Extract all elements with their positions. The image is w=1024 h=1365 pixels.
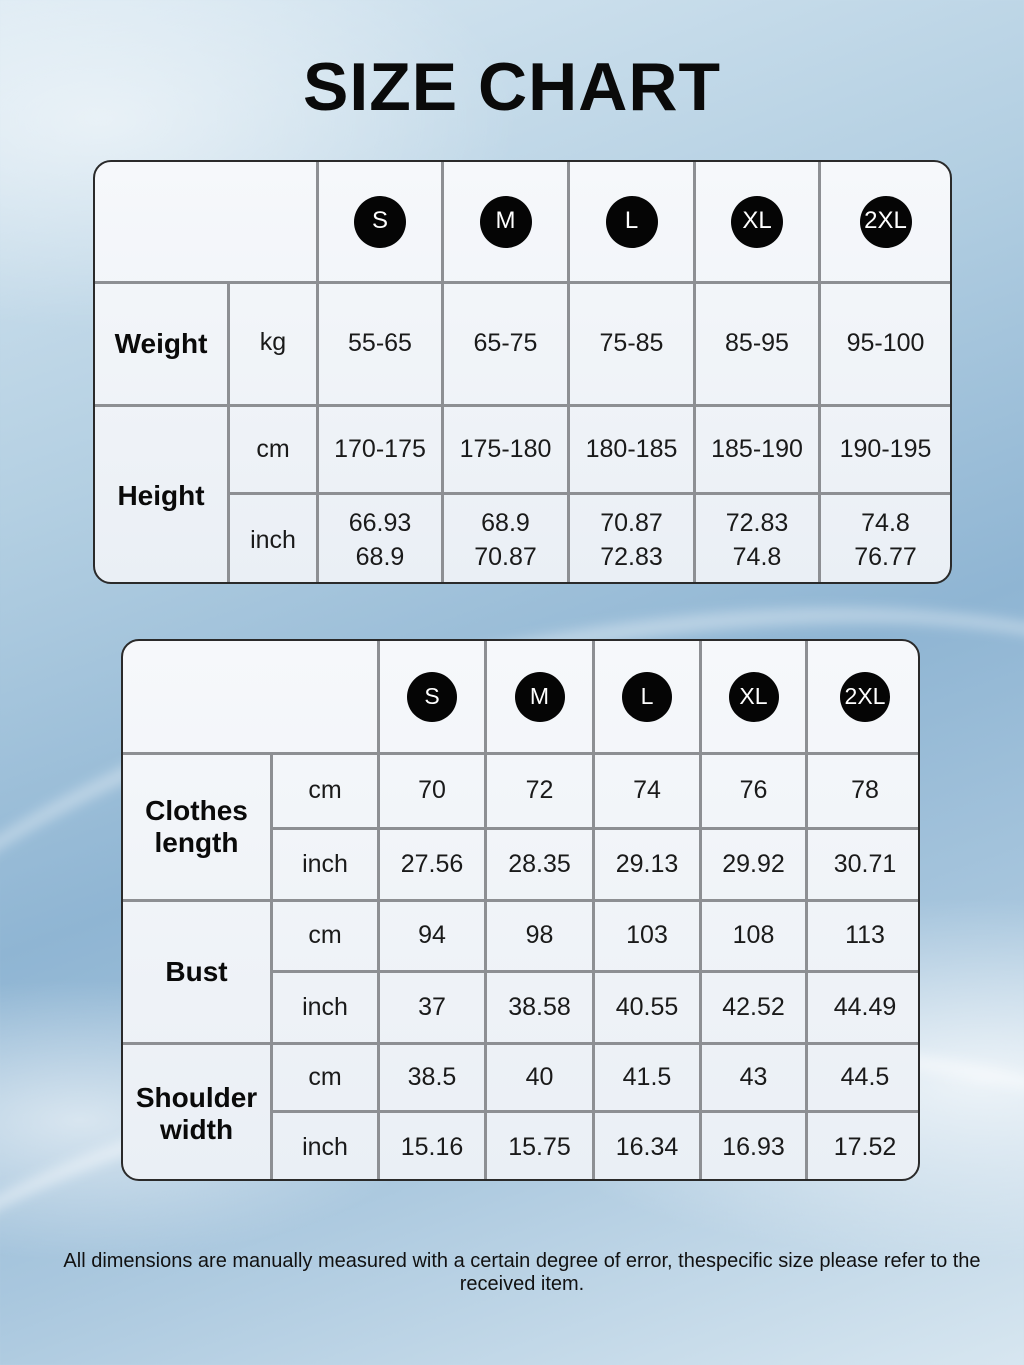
table-cell: 85-95 <box>696 284 821 407</box>
table-cell: 108 <box>702 902 808 973</box>
size-header <box>808 641 920 755</box>
table-cell <box>821 495 950 584</box>
table-cell: 37 <box>380 973 487 1045</box>
table-cell <box>570 495 696 584</box>
table-cell: 17.52 <box>833 1133 897 1162</box>
table-cell: 180-185 <box>570 407 696 495</box>
table-cell: 98 <box>487 902 595 973</box>
table-cell: 44.49 <box>808 973 920 1045</box>
table-cell: 38.5 <box>380 1045 487 1113</box>
header-corner <box>95 162 319 284</box>
row-label-weight: Weight <box>95 284 230 407</box>
range-start: 66.93 <box>348 508 412 537</box>
size-badge: S <box>354 196 406 248</box>
table-cell <box>319 495 444 584</box>
measurement-disclaimer: All dimensions are manually measured with a certain degree of error, thespecific size please refer to the received item. <box>63 1250 981 1295</box>
size-header <box>319 162 444 284</box>
size-header <box>595 641 702 755</box>
range-end: 76.77 <box>854 542 917 571</box>
table-cell: 38.58 <box>487 973 595 1045</box>
size-badge: 2XL <box>860 196 912 248</box>
row-label-bust: Bust <box>123 902 273 1045</box>
table-cell: 16.93 <box>702 1113 808 1181</box>
unit-label: cm <box>230 407 319 495</box>
table-cell: 27.56 <box>380 830 487 902</box>
table-cell: 75-85 <box>570 284 696 407</box>
size-header <box>487 641 595 755</box>
size-badge: XL <box>731 196 783 248</box>
range-start: 70.87 <box>600 508 663 537</box>
size-table-weight-height <box>93 160 952 584</box>
table-cell: 175-180 <box>444 407 570 495</box>
size-header <box>570 162 696 284</box>
table-cell: 74 <box>595 755 702 830</box>
size-badge: L <box>606 196 658 248</box>
range-end: 74.8 <box>732 542 782 571</box>
header-corner <box>123 641 380 755</box>
table-cell: 16.34 <box>595 1113 702 1181</box>
table-cell: 15.16 <box>380 1113 487 1181</box>
table-cell: 190-195 <box>821 407 950 495</box>
size-badge: M <box>480 196 532 248</box>
range-start: 72.83 <box>725 508 789 537</box>
unit-label: cm <box>273 902 380 973</box>
size-table-measurements <box>121 639 920 1181</box>
table-cell: 43 <box>702 1045 808 1113</box>
table-cell: 113 <box>808 902 920 973</box>
unit-label: cm <box>273 1045 380 1113</box>
size-badge: 2XL <box>840 672 890 722</box>
table-cell: 95-100 <box>821 284 950 407</box>
table-cell: 185-190 <box>696 407 821 495</box>
unit-label: inch <box>273 973 380 1045</box>
table-cell: 94 <box>380 902 487 973</box>
unit-label: inch <box>230 495 319 584</box>
table-cell: 70 <box>380 755 487 830</box>
table-cell: 42.52 <box>702 973 808 1045</box>
size-badge: L <box>622 672 672 722</box>
table-cell: 41.5 <box>595 1045 702 1113</box>
table-cell: 28.35 <box>487 830 595 902</box>
size-header <box>821 162 950 284</box>
size-badge: M <box>515 672 565 722</box>
table-cell: 40.55 <box>595 973 702 1045</box>
table-cell: 65-75 <box>444 284 570 407</box>
table-cell: 15.75 <box>487 1113 595 1181</box>
table-cell <box>444 495 570 584</box>
unit-label: kg <box>230 284 319 407</box>
table-cell: 72 <box>487 755 595 830</box>
table-cell: 40 <box>487 1045 595 1113</box>
range-start: 74.8 <box>861 508 910 537</box>
size-badge: XL <box>729 672 779 722</box>
table-cell: 78 <box>808 755 920 830</box>
table-cell: 170-175 <box>319 407 444 495</box>
size-header <box>696 162 821 284</box>
table-cell: 29.92 <box>702 830 808 902</box>
unit-label: inch <box>273 830 380 902</box>
table-cell: 44.5 <box>808 1045 920 1113</box>
table-cell: 55-65 <box>319 284 444 407</box>
size-badge: S <box>407 672 457 722</box>
table-cell: 103 <box>595 902 702 973</box>
row-label-shoulder-width: Shoulder width <box>123 1045 273 1181</box>
size-header <box>444 162 570 284</box>
unit-label: inch <box>273 1113 380 1181</box>
table-cell: 29.13 <box>595 830 702 902</box>
row-label-height: Height <box>95 407 230 584</box>
size-header <box>380 641 487 755</box>
table-cell: 30.71 <box>808 830 920 902</box>
table-cell: 76 <box>702 755 808 830</box>
range-start: 68.9 <box>481 508 530 537</box>
range-end: 68.9 <box>355 542 405 571</box>
row-label-clothes-length: Clothes length <box>123 755 273 902</box>
size-header <box>702 641 808 755</box>
range-end: 72.83 <box>600 542 663 571</box>
unit-label: cm <box>273 755 380 830</box>
page-title: SIZE CHART <box>303 49 721 125</box>
table-cell <box>696 495 821 584</box>
range-end: 70.87 <box>474 542 537 571</box>
